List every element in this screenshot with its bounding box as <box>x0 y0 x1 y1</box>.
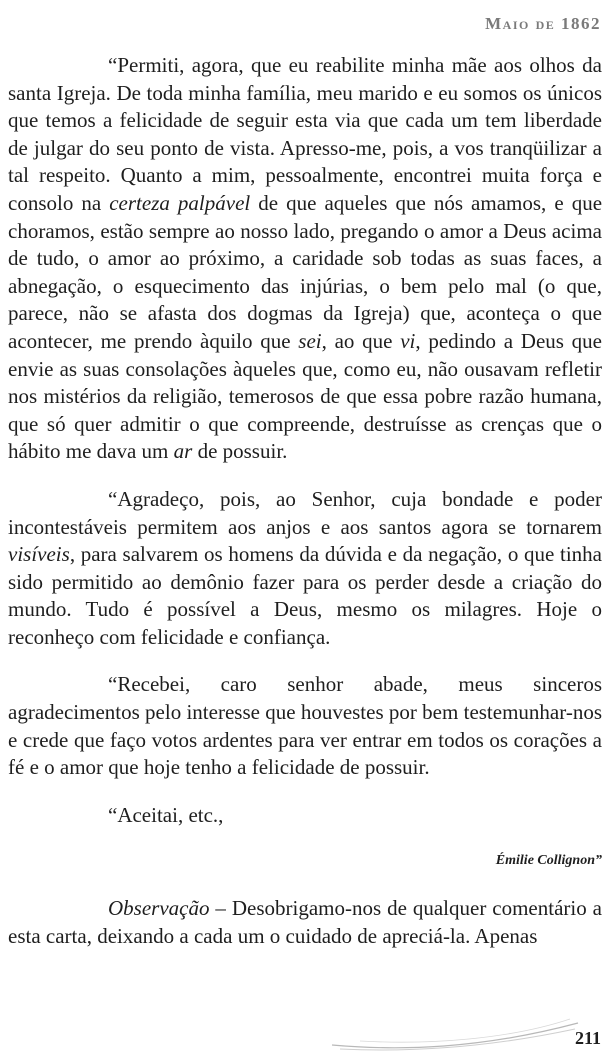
emphasis: certeza palpável <box>109 190 251 215</box>
paragraph-4: “Aceitai, etc., <box>108 802 224 827</box>
footer-swoosh-ornament <box>330 1015 580 1053</box>
text-run: , pedindo a Deus que envie as suas consolações àqueles que, como eu, não ousavam refletir nos mistérios da religião, temerosos de que essa pobre razão humana, que só quer admitir o que compreende, destruísse as crenças que o hábito me dava um <box>8 328 602 464</box>
paragraph-3: “Recebei, caro senhor abade, meus sinceros agradecimentos pelo interesse que houvestes por bem testemunhar-nos e crede que faço votos ardentes para ver entrar em todos os corações a fé e o amor que hoje tenho a felicidade de possuir. <box>8 672 602 780</box>
text-run: , ao que <box>321 328 401 353</box>
text-run: de possuir. <box>192 439 288 464</box>
text-run: “Agradeço, pois, ao Senhor, cuja bondade e poder incontestáveis permitem aos anjos e aos santos agora se tornarem <box>8 486 602 539</box>
emphasis: visíveis <box>8 542 70 567</box>
paragraph-observation <box>8 895 602 950</box>
page-body <box>8 52 602 950</box>
paragraph-2 <box>8 486 602 652</box>
emphasis: vi <box>400 328 416 353</box>
text-run: “Permiti, agora, que eu reabilite minha mãe aos olhos da santa Igreja. De toda minha família, meu marido e eu somos os únicos que temos a felicidade de seguir esta via que cada um tem liberdade de julgar do seu ponto de vista. Apresso-me, pois, a vos tranqüilizar a tal respeito. Quanto a mim, pessoalmente, encontrei muita força e consolo na <box>8 53 602 215</box>
text-run: de que aqueles que nós amamos, e que choramos, estão sempre ao nosso lado, pregando o amor a Deus acima de tudo, o amor ao próximo, a caridade sob todas as suas faces, a abnegação, o esquecimento das injúrias, o bem pelo mal (o que, parece, não se afasta dos dogmas da Igreja) que, aconteça o que acontecer, me prendo àquilo que <box>8 190 603 353</box>
text-run: , para salvarem os homens da dúvida e da negação, o que tinha sido permitido ao demônio fazer para os perder desde a criação do mundo. Tudo é possível a Deus, mesmo os milagres. Hoje o reconheço com felicidade e confiança. <box>8 542 602 649</box>
emphasis: ar <box>173 439 193 464</box>
page-number: 211 <box>574 1028 601 1048</box>
running-header: Maio de 1862 <box>485 14 601 33</box>
emphasis: sei <box>298 328 322 353</box>
paragraph-1 <box>8 52 602 466</box>
signature: Émilie Collignon” <box>495 853 602 869</box>
observation-label: Observação <box>108 896 210 921</box>
text-run: – Desobrigamo-nos de qualquer comentário a esta carta, deixando a cada um o cuidado de apreciá-la. Apenas <box>8 896 602 948</box>
